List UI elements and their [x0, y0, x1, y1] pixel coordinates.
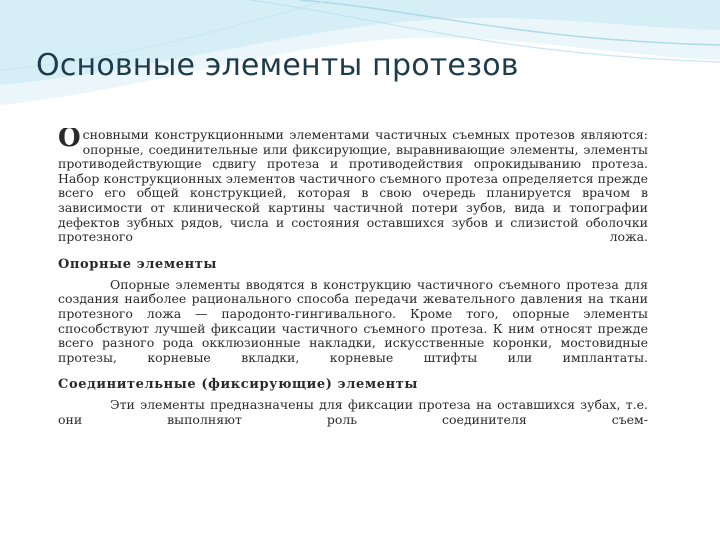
intro-text: сновными конструкционными элементами частичных съемных протезов являются: опорные, соединительные или фиксирующие, выравнивающие элементы, элементы противодействующие сдвигу протеза и противодействия опрокидыванию протеза. Набор конструкционных элементов частичного съемного протеза определяется прежде всего его общей конструкцией, которая в свою очередь планируется врачом в зависимости от клинической картины частичной потери зубов, вида и топографии дефектов зубных рядов, числа и состояния оставшихся зубов и слизистой оболочки протезного ложа. — [58, 128, 648, 245]
drop-cap: О — [58, 128, 81, 153]
section-heading-support: Опорные элементы — [58, 256, 218, 272]
scanned-document — [58, 128, 648, 538]
intro-paragraph — [58, 128, 648, 245]
section-paragraph-support: Опорные элементы вводятся в конструкцию частичного съемного протеза для создания наиболее рационального способа передачи жевательного давления на ткани протезного ложа — пародонто-гингивального. Кроме того, опорные элементы способствуют лучшей фиксации частичного съемного протеза. К ним относят прежде всего разного рода окклюзионные накладки, искусственные коронки, мостовидные протезы, корневые вкладки, корневые штифты или имплантаты. — [58, 276, 648, 365]
slide-title: Основные элементы протезов — [36, 48, 519, 83]
section-heading-connecting: Соединительные (фиксирующие) элементы — [58, 377, 418, 393]
section-paragraph-connecting: Эти элементы предназначены для фиксации протеза на оставшихся зубах, т.е. они выполняют роль соединителя съем- — [58, 397, 648, 427]
